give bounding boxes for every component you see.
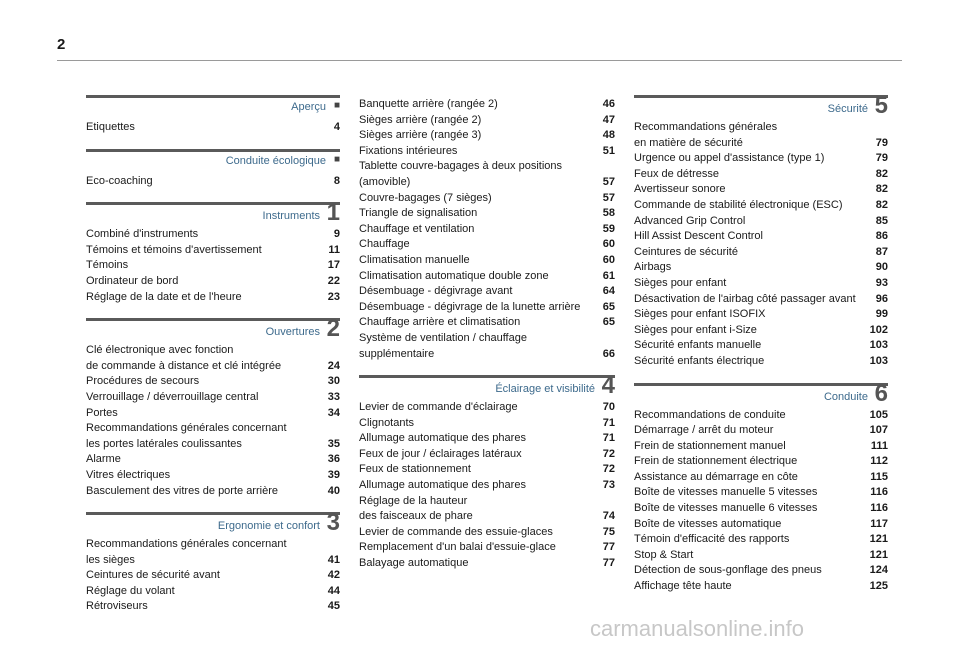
toc-entry-title: Chauffage arrière et climatisation — [359, 316, 521, 329]
toc-entry-page: 45 — [327, 600, 340, 613]
section-header — [86, 149, 340, 174]
toc-section-ouvertures — [86, 315, 340, 499]
toc-entry[interactable] — [359, 431, 615, 447]
toc-entry-page: 40 — [327, 484, 340, 497]
toc-entry-page: 47 — [602, 113, 615, 126]
toc-entry-title: Urgence ou appel d'assistance (type 1) — [634, 152, 825, 165]
toc-entry-title: Airbags — [634, 261, 672, 274]
toc-entry-title: Verrouillage / déverrouillage central — [86, 390, 259, 403]
toc-entry[interactable] — [634, 485, 888, 501]
toc-entry-page: 42 — [327, 569, 340, 582]
toc-entry-page: 87 — [875, 245, 888, 258]
toc-entry[interactable] — [634, 470, 888, 486]
section-title: Ergonomie et confort — [217, 520, 320, 533]
toc-entry[interactable] — [359, 478, 615, 494]
toc-entry[interactable] — [359, 447, 615, 463]
toc-entry-title: Levier de commande d'éclairage — [359, 401, 518, 414]
toc-entry-title: Fixations intérieures — [359, 144, 458, 157]
section-title: Éclairage et visibilité — [495, 383, 595, 396]
toc-entry-title: Sécurité enfants manuelle — [634, 339, 762, 352]
toc-entry[interactable] — [359, 206, 615, 222]
toc-entry[interactable] — [359, 113, 615, 129]
toc-entry[interactable] — [634, 323, 888, 339]
toc-entry[interactable] — [634, 579, 888, 595]
toc-entry-title: Boîte de vitesses manuelle 6 vitesses — [634, 502, 818, 515]
toc-entry-title: Allumage automatique des phares — [359, 479, 526, 492]
toc-entry-title: Réglage de la hauteur des faisceaux de phare — [359, 494, 473, 523]
toc-entry-title: Feux de jour / éclairages latéraux — [359, 447, 522, 460]
toc-entry-page: 51 — [602, 144, 615, 157]
toc-entry-page: 86 — [875, 230, 888, 243]
toc-section-continued — [359, 97, 615, 362]
toc-entry-page: 93 — [875, 276, 888, 289]
section-number: 3 — [326, 509, 340, 537]
toc-entry-page: 36 — [327, 453, 340, 466]
section-number: 2 — [326, 315, 340, 343]
toc-entry[interactable] — [634, 354, 888, 370]
toc-entry-title: Stop & Start — [634, 548, 694, 561]
toc-entry-page: 35 — [327, 437, 340, 450]
toc-entry-title: Désactivation de l'airbag côté passager avant — [634, 292, 856, 305]
toc-entry-page: 99 — [875, 308, 888, 321]
toc-entry-title: Rétroviseurs — [86, 600, 148, 613]
toc-entry-page: 85 — [875, 214, 888, 227]
toc-entry-title: Basculement des vitres de porte arrière — [86, 484, 278, 497]
toc-entry-title: Démarrage / arrêt du moteur — [634, 424, 774, 437]
toc-entry[interactable] — [634, 563, 888, 579]
toc-entry-page: 33 — [327, 390, 340, 403]
toc-entry-page: 117 — [870, 517, 888, 530]
toc-entry-title: Hill Assist Descent Control — [634, 230, 763, 243]
toc-entry-page: 65 — [602, 300, 615, 313]
toc-entry-page: 105 — [869, 408, 888, 421]
toc-entry-page: 23 — [327, 290, 340, 303]
toc-entry-title: Allumage automatique des phares — [359, 432, 526, 445]
section-number: 5 — [874, 92, 888, 119]
toc-entry[interactable] — [86, 406, 340, 422]
toc-entry-title: Triangle de signalisation — [359, 207, 478, 220]
toc-entry[interactable] — [359, 540, 615, 556]
toc-entry[interactable] — [634, 167, 888, 183]
toc-entry-title: Affichage tête haute — [634, 580, 732, 593]
toc-entry-title: Combiné d'instruments — [86, 228, 199, 241]
toc-entry-title: Remplacement d'un balai d'essuie-glace — [359, 541, 556, 554]
toc-entry[interactable] — [86, 468, 340, 484]
toc-entry-title: Ceintures de sécurité avant — [86, 569, 220, 582]
section-title: Conduite — [823, 390, 868, 403]
toc-entry-page: 82 — [875, 198, 888, 211]
toc-entry-title: Balayage automatique — [359, 557, 469, 570]
section-marker-icon: ■ — [333, 100, 340, 111]
toc-entry[interactable] — [86, 452, 340, 468]
toc-entry-page: 74 — [602, 510, 615, 523]
toc-entry-title: Sièges pour enfant ISOFIX — [634, 308, 766, 321]
toc-entry-title: Recommandations de conduite — [634, 408, 786, 421]
toc-entry-page: 22 — [327, 274, 340, 287]
toc-entry-title: Boîte de vitesses automatique — [634, 517, 782, 530]
toc-entry-page: 30 — [327, 375, 340, 388]
toc-entry-title: Détection de sous-gonflage des pneus — [634, 564, 822, 577]
toc-entry[interactable] — [86, 599, 340, 615]
toc-entry-page: 121 — [869, 548, 888, 561]
toc-entry-title: Couvre-bagages (7 sièges) — [359, 191, 492, 204]
toc-entry[interactable] — [86, 421, 340, 452]
toc-entry-page: 48 — [602, 129, 615, 142]
section-marker-icon: ■ — [333, 153, 340, 165]
toc-entry-title: Chauffage et ventilation — [359, 222, 475, 235]
toc-entry[interactable] — [86, 343, 340, 374]
toc-section-conduite — [634, 379, 888, 595]
toc-entry-title: Feux de détresse — [634, 167, 719, 180]
section-number: 6 — [874, 379, 888, 407]
toc-entry-title: Frein de stationnement électrique — [634, 455, 798, 468]
toc-entry[interactable] — [634, 120, 888, 151]
toc-entry-title: Témoins — [86, 259, 129, 272]
toc-entry-title: Sécurité enfants électrique — [634, 354, 765, 367]
toc-section-apercu — [86, 95, 340, 136]
toc-entry[interactable] — [634, 307, 888, 323]
toc-entry[interactable] — [359, 159, 615, 190]
toc-entry[interactable] — [634, 229, 888, 245]
toc-column-3 — [634, 92, 888, 595]
toc-entry-title: Commande de stabilité électronique (ESC) — [634, 198, 843, 211]
section-header — [359, 372, 615, 400]
toc-entry[interactable] — [359, 331, 615, 362]
toc-entry-title: Réglage de la date et de l'heure — [86, 290, 242, 303]
toc-entry[interactable] — [86, 568, 340, 584]
toc-entry-page: 8 — [333, 174, 340, 187]
toc-entry-page: 34 — [327, 406, 340, 419]
toc-entry-page: 59 — [602, 222, 615, 235]
section-header — [634, 92, 888, 120]
toc-entry[interactable] — [86, 243, 340, 259]
toc-section-eclairage-et-visibilite — [359, 372, 615, 572]
toc-entry-page: 60 — [602, 253, 615, 266]
toc-entry-page: 116 — [870, 502, 888, 515]
toc-entry-page: 82 — [875, 167, 888, 180]
toc-column-1 — [86, 95, 340, 615]
toc-entry[interactable] — [359, 400, 615, 416]
toc-entry[interactable] — [634, 501, 888, 517]
toc-entry[interactable] — [359, 97, 615, 113]
toc-entry-title: Advanced Grip Control — [634, 214, 746, 227]
toc-entry-page: 115 — [870, 470, 888, 483]
toc-entry-title: Vitres électriques — [86, 468, 171, 481]
toc-entry[interactable] — [634, 338, 888, 354]
toc-section-instruments — [86, 199, 340, 305]
section-header — [86, 509, 340, 537]
toc-entry-page: 75 — [602, 525, 615, 538]
toc-entry-page: 73 — [602, 479, 615, 492]
toc-entry-page: 71 — [602, 416, 615, 429]
toc-entry-page: 111 — [870, 439, 888, 452]
toc-entry[interactable] — [359, 128, 615, 144]
toc-entry-page: 44 — [327, 584, 340, 597]
toc-entry-title: Ordinateur de bord — [86, 274, 179, 287]
toc-entry[interactable] — [86, 537, 340, 568]
toc-entry[interactable] — [86, 227, 340, 243]
toc-entry-title: Banquette arrière (rangée 2) — [359, 98, 498, 110]
page-number: 2 — [57, 36, 66, 53]
toc-entry[interactable] — [359, 269, 615, 285]
toc-entry-page: 103 — [869, 354, 888, 367]
toc-entry-page: 71 — [602, 432, 615, 445]
toc-entry-title: Recommandations générales concernant les portes latérales coulissantes — [86, 422, 287, 450]
footer-watermark: carmanualsonline.info — [590, 616, 805, 641]
toc-entry-page: 41 — [327, 553, 340, 566]
toc-entry-title: Témoin d'efficacité des rapports — [634, 533, 790, 546]
toc-entry-title: Avertisseur sonore — [634, 183, 726, 196]
toc-entry-page: 46 — [602, 98, 615, 110]
toc-entry-title: Clé électronique avec fonction de commande à distance et clé intégrée — [86, 344, 282, 372]
toc-entry-page: 70 — [602, 401, 615, 414]
toc-entry[interactable] — [86, 274, 340, 290]
toc-entry-title: Désembuage - dégivrage avant — [359, 285, 513, 298]
section-title: Aperçu — [291, 101, 326, 113]
toc-entry[interactable] — [359, 556, 615, 572]
toc-entry[interactable] — [634, 517, 888, 533]
toc-entry-page: 72 — [602, 463, 615, 476]
toc-section-securite — [634, 92, 888, 370]
toc-entry[interactable] — [359, 300, 615, 316]
toc-entry-title: Etiquettes — [86, 121, 135, 133]
toc-entry-page: 77 — [602, 557, 615, 570]
toc-entry[interactable] — [634, 408, 888, 424]
toc-entry-page: 58 — [602, 207, 615, 220]
toc-entry-page: 9 — [333, 228, 340, 241]
toc-entry-title: Portes — [86, 406, 118, 419]
toc-entry[interactable] — [359, 494, 615, 525]
toc-entry[interactable] — [86, 174, 340, 190]
toc-entry-title: Tablette couvre-bagages à deux positions (amovible) — [359, 160, 563, 188]
toc-entry-page: 124 — [869, 564, 888, 577]
toc-entry-page: 57 — [602, 175, 615, 188]
toc-entry-page: 60 — [602, 238, 615, 251]
section-header — [86, 315, 340, 343]
toc-entry-title: Chauffage — [359, 238, 410, 251]
toc-entry-title: Levier de commande des essuie-glaces — [359, 525, 553, 538]
section-header — [634, 379, 888, 408]
toc-entry[interactable] — [634, 214, 888, 230]
toc-entry-page: 82 — [875, 183, 888, 196]
toc-entry-page: 103 — [869, 339, 888, 352]
section-header — [86, 95, 340, 120]
toc-entry-title: Sièges pour enfant i-Size — [634, 323, 757, 336]
toc-entry-title: Sièges arrière (rangée 3) — [359, 129, 482, 142]
toc-entry[interactable] — [634, 245, 888, 261]
toc-entry[interactable] — [634, 151, 888, 167]
toc-entry-title: Système de ventilation / chauffage supplémentaire — [359, 331, 527, 360]
toc-entry[interactable] — [86, 258, 340, 274]
toc-entry-title: Frein de stationnement manuel — [634, 439, 786, 452]
toc-entry-page: 102 — [869, 323, 888, 336]
toc-entry-page: 116 — [870, 486, 888, 499]
toc-entry-title: Alarme — [86, 453, 121, 466]
toc-entry-page: 107 — [869, 424, 888, 437]
toc-entry[interactable] — [359, 462, 615, 478]
toc-entry[interactable] — [634, 532, 888, 548]
toc-entry-page: 64 — [602, 285, 615, 298]
toc-entry-title: Recommandations générales en matière de sécurité — [634, 121, 778, 149]
toc-entry-title: Climatisation manuelle — [359, 253, 470, 266]
toc-entry[interactable] — [359, 416, 615, 432]
toc-entry-page: 17 — [327, 259, 340, 272]
toc-entry[interactable] — [634, 439, 888, 455]
toc-entry-title: Réglage du volant — [86, 584, 175, 597]
section-title: Sécurité — [827, 103, 868, 115]
toc-entry[interactable] — [359, 284, 615, 300]
toc-entry-title: Sièges arrière (rangée 2) — [359, 113, 482, 126]
toc-entry[interactable] — [359, 253, 615, 269]
toc-entry-page: 24 — [327, 359, 340, 372]
toc-entry-page: 65 — [602, 316, 615, 329]
toc-entry[interactable] — [634, 292, 888, 308]
toc-entry-page: 66 — [602, 347, 615, 360]
toc-entry-title: Boîte de vitesses manuelle 5 vitesses — [634, 486, 818, 499]
toc-entry[interactable] — [634, 260, 888, 276]
section-title: Instruments — [262, 210, 320, 223]
toc-entry-title: Eco-coaching — [86, 174, 153, 187]
toc-entry[interactable] — [359, 222, 615, 238]
toc-entry-title: Ceintures de sécurité — [634, 245, 738, 258]
top-divider — [57, 60, 902, 61]
toc-section-conduite-ecologique — [86, 149, 340, 190]
toc-entry-title: Climatisation automatique double zone — [359, 269, 549, 282]
toc-entry[interactable] — [359, 315, 615, 331]
toc-entry-page: 79 — [875, 152, 888, 165]
toc-entry[interactable] — [634, 454, 888, 470]
toc-entry[interactable] — [86, 584, 340, 600]
toc-entry-page: 4 — [333, 121, 340, 133]
toc-entry-page: 39 — [327, 468, 340, 481]
toc-column-2 — [359, 97, 615, 572]
toc-entry-title: Recommandations générales concernant les sièges — [86, 538, 287, 566]
toc-entry[interactable] — [359, 525, 615, 541]
toc-entry[interactable] — [86, 120, 340, 136]
toc-entry-page: 125 — [869, 580, 888, 593]
toc-entry[interactable] — [86, 484, 340, 500]
toc-entry[interactable] — [634, 423, 888, 439]
toc-entry[interactable] — [634, 548, 888, 564]
section-number: 4 — [601, 372, 615, 400]
toc-entry-page: 11 — [328, 243, 340, 256]
toc-entry-title: Assistance au démarrage en côte — [634, 470, 798, 483]
toc-entry[interactable] — [634, 276, 888, 292]
toc-entry[interactable] — [86, 390, 340, 406]
toc-entry-page: 112 — [870, 455, 888, 468]
toc-entry[interactable] — [359, 144, 615, 160]
section-title: Ouvertures — [265, 326, 320, 339]
toc-entry-page: 61 — [602, 269, 615, 282]
section-header — [86, 199, 340, 227]
toc-entry-page: 77 — [602, 541, 615, 554]
toc-entry-page: 96 — [875, 292, 888, 305]
toc-entry-page: 90 — [875, 261, 888, 274]
toc-entry[interactable] — [359, 237, 615, 253]
section-number: 1 — [326, 199, 340, 227]
section-title: Conduite écologique — [225, 154, 326, 167]
toc-entry[interactable] — [634, 198, 888, 214]
toc-entry[interactable] — [86, 374, 340, 390]
toc-entry-title: Sièges pour enfant — [634, 276, 727, 289]
toc-entry-title: Désembuage - dégivrage de la lunette arrière — [359, 300, 581, 313]
toc-entry[interactable] — [86, 290, 340, 306]
toc-entry-title: Clignotants — [359, 416, 415, 429]
toc-entry-page: 79 — [875, 136, 888, 149]
toc-section-ergonomie-et-confort — [86, 509, 340, 615]
toc-entry[interactable] — [634, 182, 888, 198]
toc-entry-page: 57 — [602, 191, 615, 204]
toc-entry[interactable] — [359, 191, 615, 207]
toc-entry-title: Feux de stationnement — [359, 463, 471, 476]
toc-entry-page: 121 — [869, 533, 888, 546]
toc-entry-title: Procédures de secours — [86, 375, 200, 388]
toc-entry-title: Témoins et témoins d'avertissement — [86, 243, 262, 256]
toc-entry-page: 72 — [602, 447, 615, 460]
